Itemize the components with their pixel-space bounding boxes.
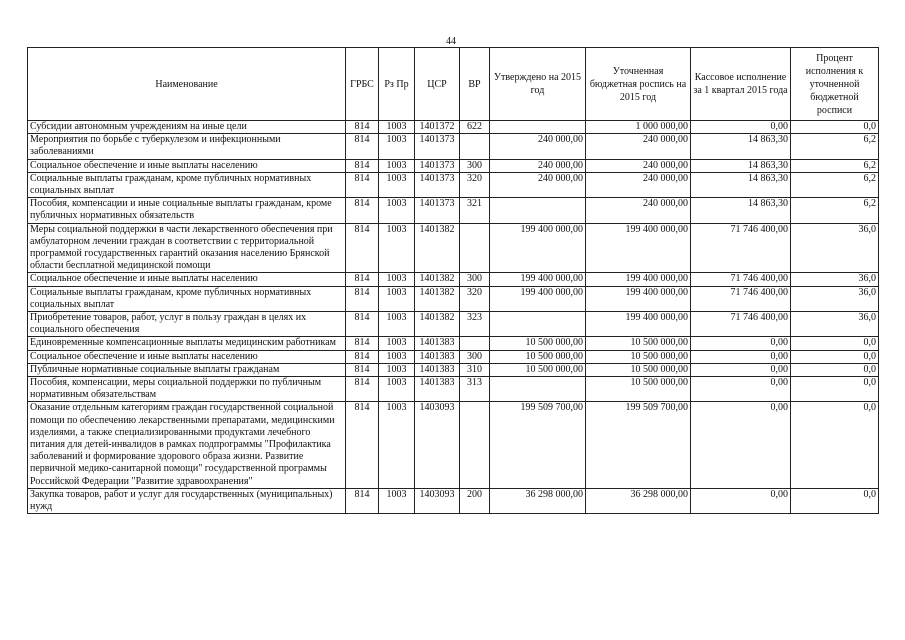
cell-refined: 240 000,00 <box>586 134 691 159</box>
cell-percent: 36,0 <box>791 286 879 311</box>
cell-percent: 0,0 <box>791 350 879 363</box>
table-row <box>28 363 879 376</box>
cell-cash: 0,00 <box>691 402 791 488</box>
cell-rzpr: 1003 <box>379 363 415 376</box>
cell-vr <box>460 223 490 273</box>
table-row <box>28 488 879 513</box>
cell-approved: 10 500 000,00 <box>490 350 586 363</box>
cell-rzpr: 1003 <box>379 121 415 134</box>
cell-vr: 323 <box>460 312 490 337</box>
cell-grbs: 814 <box>346 377 379 402</box>
cell-refined: 199 509 700,00 <box>586 402 691 488</box>
cell-approved <box>490 312 586 337</box>
cell-grbs: 814 <box>346 134 379 159</box>
table-row <box>28 402 879 488</box>
cell-approved: 199 509 700,00 <box>490 402 586 488</box>
cell-percent: 0,0 <box>791 402 879 488</box>
cell-grbs: 814 <box>346 121 379 134</box>
cell-csr: 1401382 <box>415 286 460 311</box>
header-csr: ЦСР <box>415 48 460 121</box>
cell-refined: 10 500 000,00 <box>586 363 691 376</box>
cell-name: Оказание отдельным категориям граждан государственной социальной помощи по обеспечению лекарственными препаратами, медицинскими изделиями, а также специализированными продуктами лечебного питания для детей-инвалидов в рамках подпрограммы "Профилактика заболеваний и формирование здорового образа жизни. Развитие первичной медико-санитарной помощи" государственной программы Российской Федерации "Развитие здравоохранения" <box>28 402 346 488</box>
cell-grbs: 814 <box>346 172 379 197</box>
cell-refined: 199 400 000,00 <box>586 286 691 311</box>
cell-name: Приобретение товаров, работ, услуг в пользу граждан в целях их социального обеспечения <box>28 312 346 337</box>
cell-refined: 199 400 000,00 <box>586 312 691 337</box>
cell-rzpr: 1003 <box>379 134 415 159</box>
cell-refined: 10 500 000,00 <box>586 350 691 363</box>
cell-refined: 240 000,00 <box>586 172 691 197</box>
header-name: Наименование <box>28 48 346 121</box>
table-row <box>28 273 879 286</box>
cell-name: Пособия, компенсации и иные социальные выплаты гражданам, кроме публичных нормативных обязательств <box>28 198 346 223</box>
cell-cash: 71 746 400,00 <box>691 273 791 286</box>
cell-vr: 310 <box>460 363 490 376</box>
cell-csr: 1401383 <box>415 377 460 402</box>
cell-rzpr: 1003 <box>379 223 415 273</box>
cell-rzpr: 1003 <box>379 402 415 488</box>
cell-approved <box>490 198 586 223</box>
cell-refined: 1 000 000,00 <box>586 121 691 134</box>
cell-refined: 240 000,00 <box>586 198 691 223</box>
table-row <box>28 121 879 134</box>
cell-name: Единовременные компенсационные выплаты медицинским работникам <box>28 337 346 350</box>
cell-grbs: 814 <box>346 312 379 337</box>
cell-csr: 1401383 <box>415 337 460 350</box>
cell-approved: 10 500 000,00 <box>490 363 586 376</box>
cell-approved: 10 500 000,00 <box>490 337 586 350</box>
cell-csr: 1401382 <box>415 273 460 286</box>
cell-percent: 6,2 <box>791 159 879 172</box>
cell-name: Меры социальной поддержки в части лекарственного обеспечения при амбулаторном лечении граждан в соответствии с территориальной программой государственных гарантий оказания населению Брянской области бесплатной медицинской помощи <box>28 223 346 273</box>
cell-approved <box>490 377 586 402</box>
cell-vr: 320 <box>460 172 490 197</box>
cell-name: Социальное обеспечение и иные выплаты населению <box>28 273 346 286</box>
cell-grbs: 814 <box>346 273 379 286</box>
cell-rzpr: 1003 <box>379 286 415 311</box>
cell-grbs: 814 <box>346 286 379 311</box>
cell-cash: 0,00 <box>691 363 791 376</box>
cell-csr: 1403093 <box>415 488 460 513</box>
cell-approved: 199 400 000,00 <box>490 223 586 273</box>
cell-refined: 199 400 000,00 <box>586 273 691 286</box>
cell-name: Социальные выплаты гражданам, кроме публичных нормативных социальных выплат <box>28 172 346 197</box>
cell-vr: 313 <box>460 377 490 402</box>
table-row <box>28 223 879 273</box>
cell-percent: 6,2 <box>791 198 879 223</box>
table-row <box>28 377 879 402</box>
table-row <box>28 134 879 159</box>
cell-vr: 320 <box>460 286 490 311</box>
cell-approved: 199 400 000,00 <box>490 273 586 286</box>
table-header <box>28 48 879 121</box>
table-row <box>28 312 879 337</box>
cell-grbs: 814 <box>346 350 379 363</box>
cell-percent: 0,0 <box>791 363 879 376</box>
cell-approved: 36 298 000,00 <box>490 488 586 513</box>
cell-name: Публичные нормативные социальные выплаты гражданам <box>28 363 346 376</box>
cell-percent: 36,0 <box>791 312 879 337</box>
cell-vr <box>460 402 490 488</box>
cell-percent: 0,0 <box>791 121 879 134</box>
cell-percent: 36,0 <box>791 273 879 286</box>
cell-cash: 0,00 <box>691 488 791 513</box>
page-number: 44 <box>446 36 456 47</box>
cell-csr: 1401373 <box>415 159 460 172</box>
cell-vr: 321 <box>460 198 490 223</box>
cell-refined: 36 298 000,00 <box>586 488 691 513</box>
cell-name: Мероприятия по борьбе с туберкулезом и инфекционными заболеваниями <box>28 134 346 159</box>
cell-cash: 14 863,30 <box>691 198 791 223</box>
cell-approved <box>490 121 586 134</box>
cell-vr: 300 <box>460 159 490 172</box>
cell-csr: 1401372 <box>415 121 460 134</box>
cell-vr: 200 <box>460 488 490 513</box>
cell-name: Пособия, компенсации, меры социальной поддержки по публичным нормативным обязательствам <box>28 377 346 402</box>
cell-cash: 71 746 400,00 <box>691 286 791 311</box>
cell-grbs: 814 <box>346 159 379 172</box>
cell-csr: 1401383 <box>415 363 460 376</box>
cell-csr: 1401373 <box>415 172 460 197</box>
cell-csr: 1401382 <box>415 312 460 337</box>
cell-cash: 0,00 <box>691 121 791 134</box>
cell-rzpr: 1003 <box>379 159 415 172</box>
cell-csr: 1401383 <box>415 350 460 363</box>
cell-grbs: 814 <box>346 402 379 488</box>
cell-name: Социальное обеспечение и иные выплаты населению <box>28 159 346 172</box>
cell-rzpr: 1003 <box>379 273 415 286</box>
cell-cash: 14 863,30 <box>691 134 791 159</box>
header-rzpr: Рз Пр <box>379 48 415 121</box>
cell-percent: 6,2 <box>791 172 879 197</box>
cell-rzpr: 1003 <box>379 337 415 350</box>
cell-rzpr: 1003 <box>379 350 415 363</box>
table-row <box>28 350 879 363</box>
cell-vr: 300 <box>460 273 490 286</box>
cell-cash: 14 863,30 <box>691 159 791 172</box>
cell-vr: 622 <box>460 121 490 134</box>
header-cash: Кассовое исполнение за 1 квартал 2015 года <box>691 48 791 121</box>
cell-cash: 71 746 400,00 <box>691 223 791 273</box>
cell-name: Социальное обеспечение и иные выплаты населению <box>28 350 346 363</box>
cell-csr: 1401382 <box>415 223 460 273</box>
cell-name: Субсидии автономным учреждениям на иные цели <box>28 121 346 134</box>
cell-percent: 36,0 <box>791 223 879 273</box>
cell-rzpr: 1003 <box>379 172 415 197</box>
cell-rzpr: 1003 <box>379 312 415 337</box>
table-row <box>28 172 879 197</box>
table-row <box>28 286 879 311</box>
cell-rzpr: 1003 <box>379 198 415 223</box>
cell-name: Социальные выплаты гражданам, кроме публичных нормативных социальных выплат <box>28 286 346 311</box>
cell-csr: 1401373 <box>415 134 460 159</box>
table-row <box>28 337 879 350</box>
header-grbs: ГРБС <box>346 48 379 121</box>
cell-refined: 10 500 000,00 <box>586 377 691 402</box>
table-body <box>28 121 879 514</box>
cell-grbs: 814 <box>346 223 379 273</box>
cell-cash: 0,00 <box>691 350 791 363</box>
header-percent: Процент исполнения к уточненной бюджетной росписи <box>791 48 879 121</box>
cell-percent: 0,0 <box>791 377 879 402</box>
cell-percent: 0,0 <box>791 337 879 350</box>
table-row <box>28 159 879 172</box>
cell-cash: 14 863,30 <box>691 172 791 197</box>
cell-cash: 0,00 <box>691 377 791 402</box>
cell-vr <box>460 134 490 159</box>
cell-cash: 0,00 <box>691 337 791 350</box>
cell-percent: 6,2 <box>791 134 879 159</box>
cell-rzpr: 1003 <box>379 488 415 513</box>
cell-approved: 240 000,00 <box>490 159 586 172</box>
cell-refined: 240 000,00 <box>586 159 691 172</box>
cell-grbs: 814 <box>346 198 379 223</box>
cell-csr: 1401373 <box>415 198 460 223</box>
header-approved: Утверждено на 2015 год <box>490 48 586 121</box>
cell-cash: 71 746 400,00 <box>691 312 791 337</box>
cell-csr: 1403093 <box>415 402 460 488</box>
header-vr: ВР <box>460 48 490 121</box>
table-row <box>28 198 879 223</box>
cell-rzpr: 1003 <box>379 377 415 402</box>
header-refined: Уточненная бюджетная роспись на 2015 год <box>586 48 691 121</box>
cell-grbs: 814 <box>346 488 379 513</box>
cell-vr <box>460 337 490 350</box>
cell-percent: 0,0 <box>791 488 879 513</box>
cell-name: Закупка товаров, работ и услуг для государственных (муниципальных) нужд <box>28 488 346 513</box>
cell-approved: 199 400 000,00 <box>490 286 586 311</box>
cell-grbs: 814 <box>346 337 379 350</box>
cell-grbs: 814 <box>346 363 379 376</box>
cell-approved: 240 000,00 <box>490 172 586 197</box>
cell-refined: 199 400 000,00 <box>586 223 691 273</box>
cell-vr: 300 <box>460 350 490 363</box>
budget-table <box>27 47 879 514</box>
cell-refined: 10 500 000,00 <box>586 337 691 350</box>
cell-approved: 240 000,00 <box>490 134 586 159</box>
